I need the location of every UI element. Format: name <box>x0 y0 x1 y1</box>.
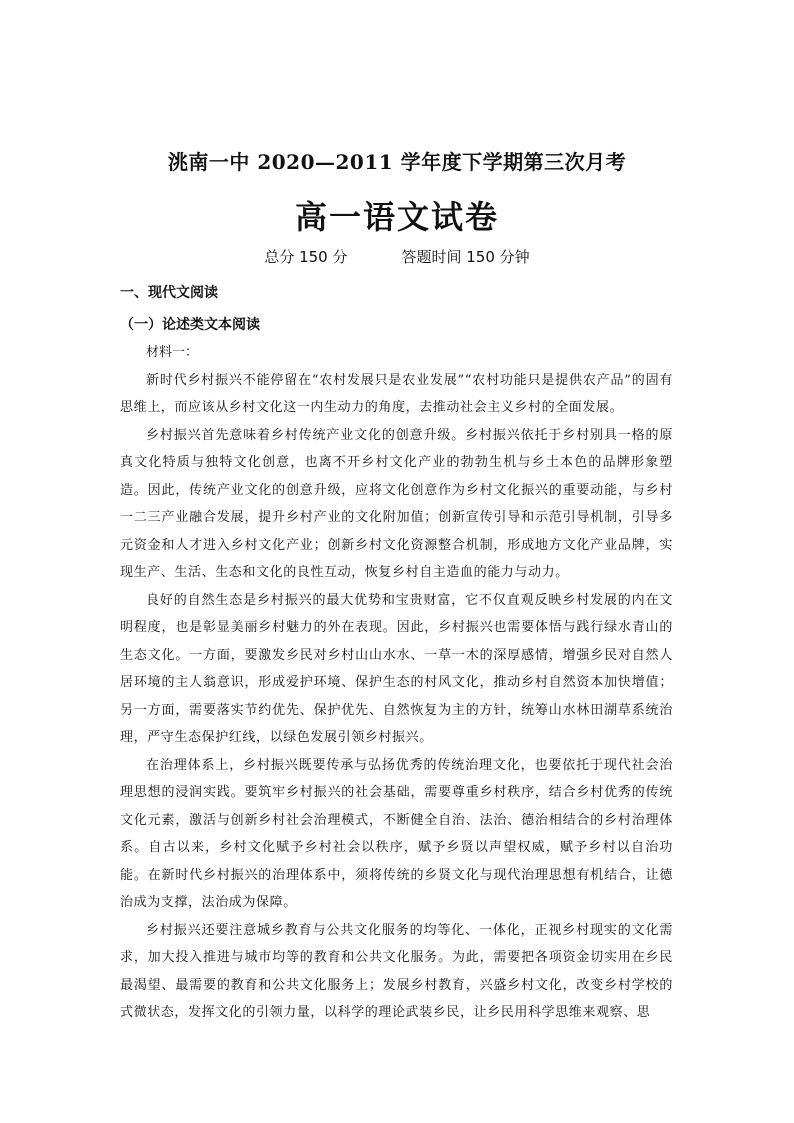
paper-title: 高一语文试卷 <box>294 198 499 236</box>
exam-time: 答题时间 150 分钟 <box>401 248 530 266</box>
section-heading-part-one: 一、现代文阅读 <box>120 285 218 301</box>
material-label: 材料一： <box>146 345 199 360</box>
article-paragraph: 乡村振兴还要注意城乡教育与公共文化服务的均等化、一体化，正视乡村现实的文化需求，加大投入推进与城市均等的教育和公共文化服务。为此，需要把各项资金切实用在乡民最渴望、最需要的教育和公共文化服务上；发展乡村教育，兴盛乡村文化，改变乡村学校的式微状态，发挥文化的引领力量，以科学的理论武装乡民，让乡民用科学思维来观察、思 <box>120 922 673 1020</box>
article-body <box>120 339 673 1027</box>
exam-meta <box>0 246 794 267</box>
section-heading-sub-one: （一）论述类文本阅读 <box>120 317 260 333</box>
article-paragraph: 在治理体系上，乡村振兴既要传承与弘扬优秀的传统治理文化，也要依托于现代社会治理思想的浸润实践。要筑牢乡村振兴的社会基础，需要尊重乡村秩序，结合乡村优秀的传统文化元素，激活与创新乡村社会治理模式，不断健全自治、法治、德治相结合的乡村治理体系。自古以来，乡村文化赋予乡村社会以秩序，赋予乡贤以声望权威，赋予乡村以自治功能。在新时代乡村振兴的治理体系中，须将传统的乡贤文化与现代治理思想有机结合，让德治成为支撑，法治成为保障。 <box>120 757 673 910</box>
article-paragraph: 乡村振兴首先意味着乡村传统产业文化的创意升级。乡村振兴依托于乡村别具一格的原真文化特质与独特文化创意，也离不开乡村文化产业的勃勃生机与乡土本色的品牌形象塑造。因此，传统产业文化的创意升级，应将文化创意作为乡村文化振兴的重要动能，与乡村一二三产业融合发展，提升乡村产业的文化附加值；创新宣传引导和示范引导机制，引导多元资金和人才进入乡村文化产业；创新乡村文化资源整合机制，形成地方文化产业品牌，实现生产、生活、生态和文化的良性互动，恢复乡村自主造血的能力与动力。 <box>120 427 673 580</box>
article-paragraph: 新时代乡村振兴不能停留在“农村发展只是农业发展”“农村功能只是提供农产品”的固有思维上，而应该从乡村文化这一内生动力的角度，去推动社会主义乡村的全面发展。 <box>120 372 673 415</box>
school-exam-line: 洮南一中 2020—2011 学年度下学期第三次月考 <box>167 150 627 174</box>
total-score: 总分 150 分 <box>264 248 348 266</box>
article-paragraph: 良好的自然生态是乡村振兴的最大优势和宝贵财富，它不仅直观反映乡村发展的内在文明程度，也是彰显美丽乡村魅力的外在表现。因此，乡村振兴也需要体悟与践行绿水青山的生态文化。一方面，要激发乡民对乡村山山水水、一草一木的深厚感情，增强乡民对自然人居环境的主人翁意识，形成爱护环境、保护生态的村风文化，推动乡村自然资本加快增值；另一方面，需要落实节约优先、保护优先、自然恢复为主的方针，统筹山水林田湖草系统治理，严守生态保护红线，以绿色发展引领乡村振兴。 <box>120 592 673 745</box>
